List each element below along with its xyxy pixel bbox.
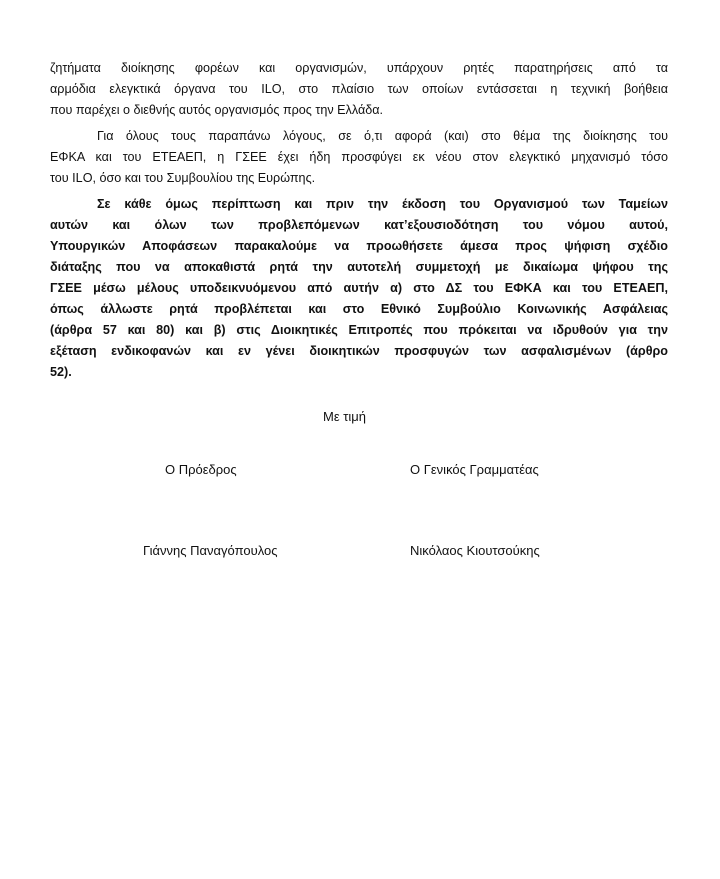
- text-line: Υπουργικών Αποφάσεων παρακαλούμε να προωθήσετε άμεσα προς ψήφιση σχέδιο: [50, 239, 668, 253]
- text-line: Σε κάθε όμως περίπτωση και πριν την έκδοση του Οργανισμού των Ταμείων: [97, 197, 668, 211]
- text-line: που παρέχει ο διεθνής αυτός οργανισμός προς την Ελλάδα.: [50, 103, 384, 117]
- text-line: αρμόδια ελεγκτικά όργανα του ILO, στο πλαίσιο των οποίων εντάσσεται η τεχνική βοήθεια: [50, 82, 668, 96]
- president-title: Ο Πρόεδρος: [165, 462, 237, 477]
- text-line: 52).: [50, 365, 72, 379]
- text-line: αυτών και όλων των προβλεπόμενων κατ’εξουσιοδότηση του νόμου αυτού,: [50, 218, 668, 232]
- text-line: ζητήματα διοίκησης φορέων και οργανισμών, υπάρχουν ρητές παρατηρήσεις από τα: [50, 61, 668, 75]
- text-line: όπως άλλωστε ρητά προβλέπεται και στο Εθνικό Συμβούλιο Κοινωνικής Ασφάλειας: [50, 302, 668, 316]
- text-line: Για όλους τους παραπάνω λόγους, σε ό,τι αφορά (και) στο θέμα της διοίκησης του: [97, 129, 668, 143]
- paragraph: [50, 58, 668, 121]
- president-name: Γιάννης Παναγόπουλος: [143, 543, 278, 558]
- closing-salutation: Με τιμή: [323, 409, 366, 424]
- text-line: εξέταση ενδικοφανών και εν γένει διοικητικών προσφυγών των ασφαλισμένων (άρθρο: [50, 344, 668, 358]
- paragraph: [50, 126, 668, 189]
- paragraph: [50, 194, 668, 383]
- text-line: διάταξης που να αποκαθιστά ρητά την αυτοτελή συμμετοχή με δικαίωμα ψήφου της: [50, 260, 668, 274]
- general-secretary-title: Ο Γενικός Γραμματέας: [410, 462, 539, 477]
- text-line: ΕΦΚΑ και του ΕΤΕΑΕΠ, η ΓΣΕΕ έχει ήδη προσφύγει εκ νέου στον ελεγκτικό μηχανισμό τόσο: [50, 150, 668, 164]
- general-secretary-name: Νικόλαος Κιουτσούκης: [410, 543, 540, 558]
- text-line: του ILO, όσο και του Συμβουλίου της Ευρώπης.: [50, 171, 316, 185]
- text-line: (άρθρα 57 και 80) και β) στις Διοικητικές Επιτροπές που πρόκειται να ιδρυθούν για την: [50, 323, 668, 337]
- text-line: ΓΣΕΕ μέσω μέλους υποδεικνυόμενου από αυτήν α) στο ΔΣ του ΕΦΚΑ και του ΕΤΕΑΕΠ,: [50, 281, 668, 295]
